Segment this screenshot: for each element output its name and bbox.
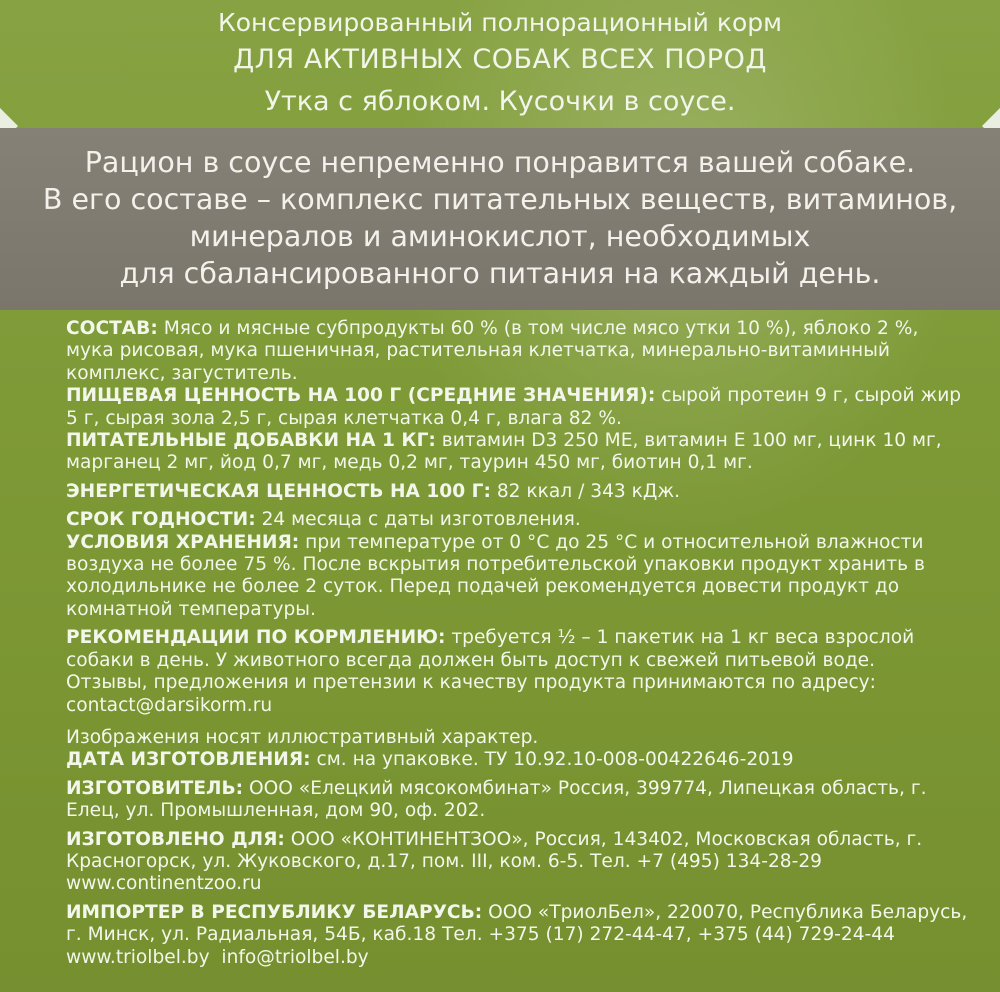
composition-label: СОСТАВ: <box>66 318 158 339</box>
manufacturer-label: ИЗГОТОВИТЕЛЬ: <box>66 777 244 799</box>
importer-text: ООО «ТриолБел», 220070, Республика Беларусь, г. Минск, ул. Радиальная, 54Б, каб.18 Тел. +375 (17) 272-44-47, +375 (44) 729-24-44 <box>66 901 968 946</box>
intro-band <box>0 128 1000 310</box>
importer-email: info@triolbel.by <box>221 946 369 968</box>
feeding-text: требуется ½ – 1 пакетик на 1 кг веса взрослой собаки в день. У животного всегда должен быть доступ к свежей питьевой воде. <box>66 627 915 671</box>
storage-conditions <box>66 532 971 622</box>
additives <box>66 430 971 475</box>
manufacturer <box>66 778 971 823</box>
feeding-recommendations <box>66 627 971 672</box>
composition-text: Мясо и мясные субпродукты 60 % (в том числе мясо утки 10 %), яблоко 2 %, мука рисовая, мука пшеничная, растительная клетчатка, минерально-витаминный комплекс, загуститель. <box>66 318 919 384</box>
energy-label: ЭНЕРГЕТИЧЕСКАЯ ЦЕННОСТЬ НА 100 Г: <box>66 480 491 502</box>
made-for-site: www.continentzoo.ru <box>66 873 262 895</box>
importer-site: www.triolbel.by <box>66 946 210 968</box>
storage-text: при температуре от 0 °С до 25 °С и относительной влажности воздуха не более 75 %. После вскрытия потребительской упаковки продукт хранить в холодильнике не более 2 суток. Перед подачей рекомендуется довести продукт до комнатной температуры. <box>66 531 925 620</box>
nutrition-text: сырой протеин 9 г, сырой жир 5 г, сырая зола 2,5 г, сырая клетчатка 0,4 г, влага 82 %. <box>66 385 962 429</box>
illustrative-text: Изображения носят иллюстративный характер. <box>66 726 539 748</box>
product-header <box>0 0 1000 128</box>
feedback-info <box>66 672 971 717</box>
feedback-email: contact@darsikorm.ru <box>66 694 273 716</box>
additives-label: ПИТАТЕЛЬНЫЕ ДОБАВКИ НА 1 КГ: <box>66 430 436 452</box>
illustrative-note <box>66 727 971 749</box>
product-target: ДЛЯ АКТИВНЫХ СОБАК ВСЕХ ПОРОД <box>233 44 767 75</box>
feeding-label: РЕКОМЕНДАЦИИ ПО КОРМЛЕНИЮ: <box>66 627 446 649</box>
manufacturer-text: ООО «Елецкий мясокомбинат» Россия, 399774, Липецкая область, г. Елец, ул. Промышленная, дом 90, оф. 202. <box>66 777 927 822</box>
made-for <box>66 829 971 896</box>
shelf-life-label: СРОК ГОДНОСТИ: <box>66 509 256 531</box>
storage-label: УСЛОВИЯ ХРАНЕНИЯ: <box>66 531 300 553</box>
importer-label: ИМПОРТЕР В РЕСПУБЛИКУ БЕЛАРУСЬ: <box>66 901 483 923</box>
manufacture-date <box>66 749 971 771</box>
made-for-label: ИЗГОТОВЛЕНО ДЛЯ: <box>66 828 285 850</box>
intro-line: минералов и аминокислот, необходимых <box>189 220 811 253</box>
composition <box>66 318 971 385</box>
additives-text: витамин D3 250 МЕ, витамин Е 100 мг, цинк 10 мг, марганец 2 мг, йод 0,7 мг, медь 0,2 мг, таурин 450 мг, биотин 0,1 мг. <box>66 430 942 474</box>
label-details <box>66 318 971 969</box>
intro-line: для сбалансированного питания на каждый день. <box>119 257 881 290</box>
product-type: Консервированный полнорационный корм <box>218 8 782 37</box>
feedback-text: Отзывы, предложения и претензии к качеству продукта принимаются по адресу: <box>66 672 876 694</box>
importer <box>66 902 971 969</box>
intro-line: В его составе – комплекс питательных веществ, витаминов, <box>42 183 958 216</box>
nutrition-label: ПИЩЕВАЯ ЦЕННОСТЬ НА 100 Г (СРЕДНИЕ ЗНАЧЕНИЯ): <box>66 385 656 407</box>
energy-text: 82 ккал / 343 кДж. <box>490 480 681 502</box>
made-for-text: ООО «КОНТИНЕНТЗОО», Россия, 143402, Московская область, г. Красногорск, ул. Жуковского, д.17, пом. III, ком. 6-5. Тел. +7 (495) 134-28-29 <box>66 828 923 872</box>
shelf-life <box>66 509 971 531</box>
shelf-life-text: 24 месяца с даты изготовления. <box>255 509 581 531</box>
nutrition-value <box>66 385 971 430</box>
energy-value <box>66 481 971 503</box>
manufacture-date-text: см. на упаковке. ТУ 10.92.10-008-00422646-2019 <box>310 749 794 771</box>
product-flavor: Утка с яблоком. Кусочки в соусе. <box>264 86 736 117</box>
intro-line: Рацион в соусе непременно понравится вашей собаке. <box>84 146 916 179</box>
manufacture-date-label: ДАТА ИЗГОТОВЛЕНИЯ: <box>66 749 311 771</box>
